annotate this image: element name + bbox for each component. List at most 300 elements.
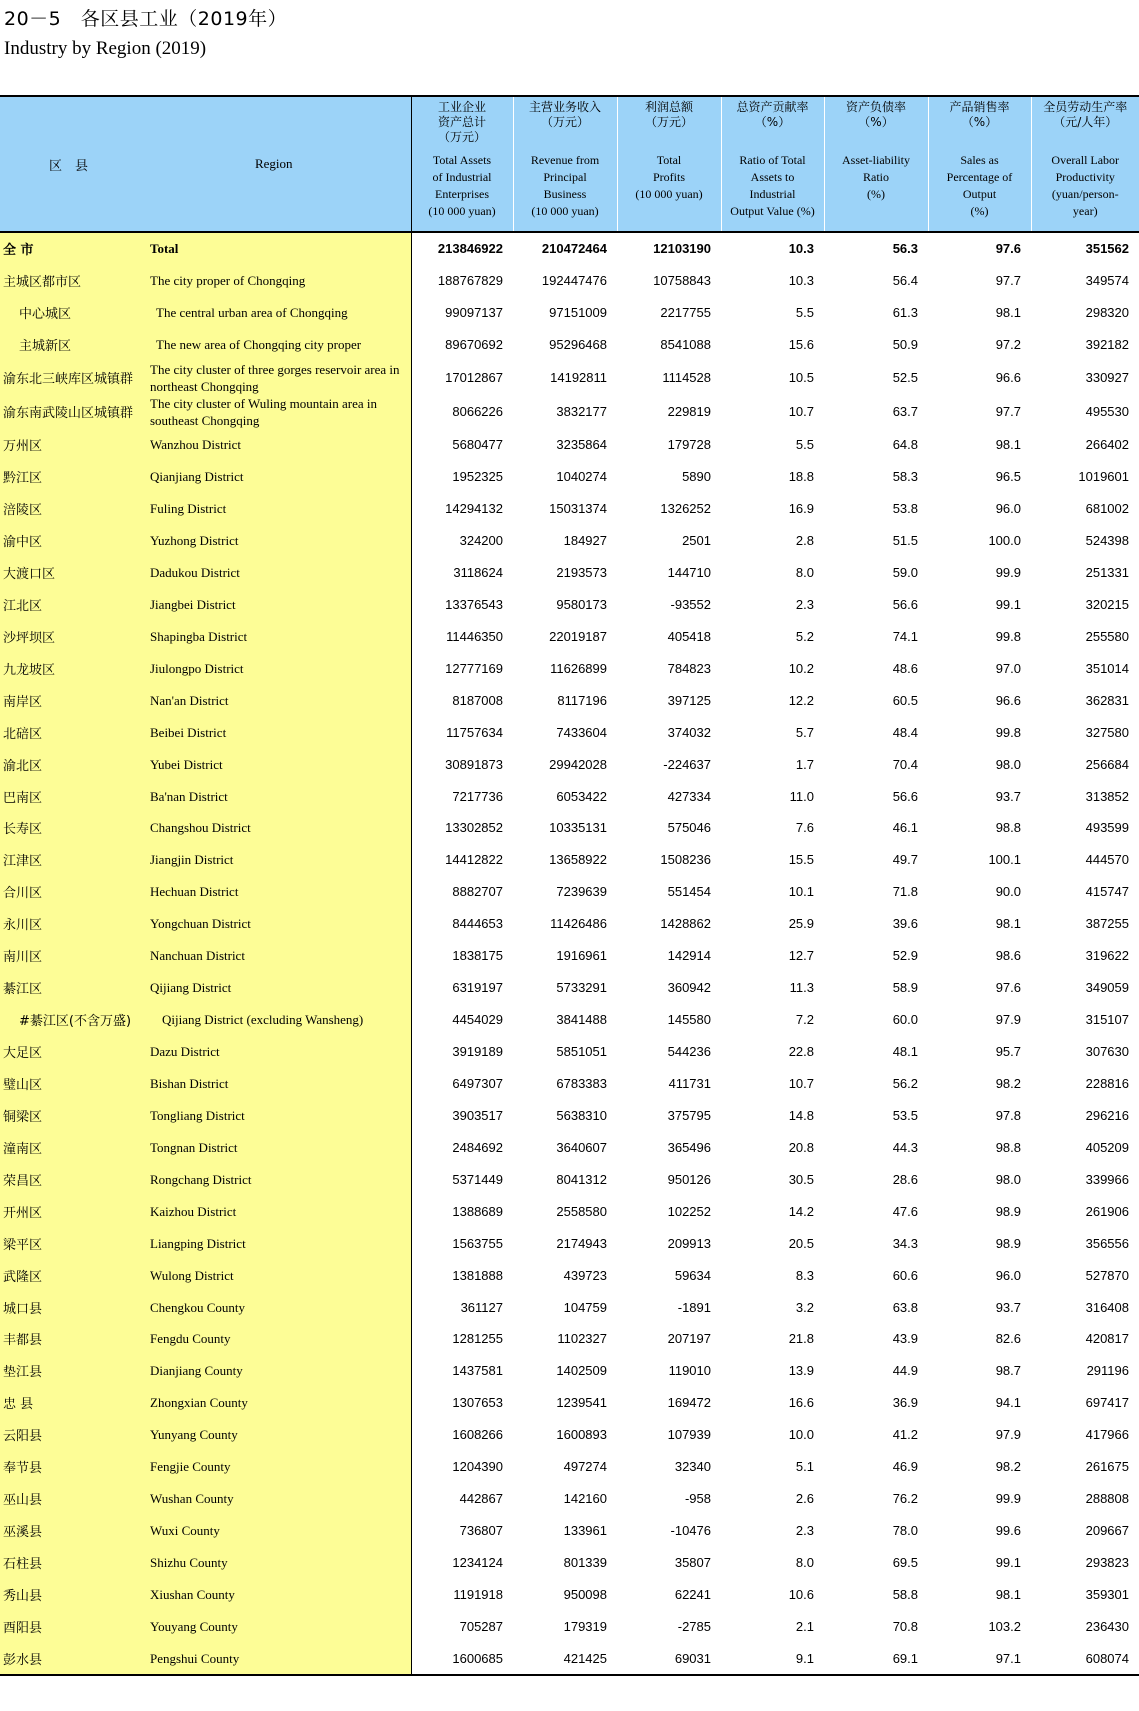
region-name-zh: 巴南区 bbox=[0, 780, 137, 812]
value-cell: 52.5 bbox=[892, 370, 918, 386]
value-cell: 96.5 bbox=[995, 469, 1021, 485]
value-cell: 405418 bbox=[667, 628, 711, 644]
value-cell: 41.2 bbox=[892, 1427, 918, 1443]
value-cell: 10.3 bbox=[788, 273, 814, 289]
table-row bbox=[0, 265, 1139, 297]
table-row bbox=[0, 1163, 1139, 1195]
region-name-en: Tongnan District bbox=[137, 1131, 411, 1163]
value-cell: 1608266 bbox=[452, 1427, 503, 1443]
value-cell: 13658922 bbox=[549, 852, 607, 868]
value-cell: 12.2 bbox=[788, 692, 814, 708]
region-name-zh: 长寿区 bbox=[0, 812, 137, 844]
value-cell: 207197 bbox=[667, 1331, 711, 1347]
value-cell: 950098 bbox=[563, 1586, 607, 1602]
value-cell: 608074 bbox=[1031, 1642, 1139, 1675]
value-cell: 950126 bbox=[667, 1171, 711, 1187]
region-name-zh: 江津区 bbox=[0, 844, 137, 876]
value-cell: 99.6 bbox=[995, 1523, 1021, 1539]
region-name-zh: 渝中区 bbox=[0, 525, 137, 557]
value-cell: 98.8 bbox=[995, 820, 1021, 836]
region-name-en: Qijiang District bbox=[137, 972, 411, 1004]
table-row bbox=[0, 780, 1139, 812]
value-cell: 8882707 bbox=[452, 884, 503, 900]
value-cell: 93.7 bbox=[995, 788, 1021, 804]
header-col-en: Overall Labor Productivity (yuan/person- year) bbox=[1051, 153, 1120, 218]
region-name-en: Fengjie County bbox=[137, 1451, 411, 1483]
value-cell: 5680477 bbox=[452, 437, 503, 453]
value-cell: 58.8 bbox=[892, 1586, 918, 1602]
table-row bbox=[0, 1451, 1139, 1483]
region-name-en: Jiulongpo District bbox=[137, 652, 411, 684]
value-cell: 7.6 bbox=[795, 820, 814, 836]
value-cell: 100.0 bbox=[988, 533, 1021, 549]
value-cell: 11626899 bbox=[550, 660, 607, 676]
table-row bbox=[0, 493, 1139, 525]
value-cell: 46.1 bbox=[892, 820, 918, 836]
value-cell: 48.4 bbox=[892, 724, 918, 740]
region-name-en: Fuling District bbox=[137, 493, 411, 525]
header-col-zh: 工业企业 资产总计 （万元） bbox=[437, 100, 486, 144]
value-cell: 1916961 bbox=[556, 948, 607, 964]
value-cell: 228816 bbox=[1085, 1075, 1129, 1091]
header-col bbox=[824, 96, 928, 232]
region-name-en: Dazu District bbox=[137, 1036, 411, 1068]
value-cell: 5.1 bbox=[795, 1459, 814, 1475]
value-cell: 142914 bbox=[667, 948, 711, 964]
value-cell: 5.7 bbox=[795, 724, 814, 740]
value-cell: 102252 bbox=[667, 1203, 711, 1219]
value-cell: 25.9 bbox=[788, 916, 814, 932]
region-name-en: Nanchuan District bbox=[137, 940, 411, 972]
value-cell: 801339 bbox=[563, 1555, 607, 1571]
table-row bbox=[0, 1483, 1139, 1515]
value-cell: 6783383 bbox=[556, 1075, 607, 1091]
region-name-zh: 城口县 bbox=[0, 1291, 137, 1323]
header-region-en: Region bbox=[137, 96, 411, 232]
value-cell: 427334 bbox=[667, 788, 711, 804]
value-cell: 417966 bbox=[1085, 1427, 1129, 1443]
value-cell: 7.2 bbox=[795, 1012, 814, 1028]
value-cell: 97.7 bbox=[995, 404, 1021, 420]
value-cell: 697417 bbox=[1085, 1395, 1129, 1411]
region-name-en: Shizhu County bbox=[137, 1547, 411, 1579]
region-name-en: Yunyang County bbox=[137, 1419, 411, 1451]
region-name-en: Beibei District bbox=[137, 716, 411, 748]
region-name-zh: 开州区 bbox=[0, 1195, 137, 1227]
value-cell: 575046 bbox=[667, 820, 711, 836]
value-cell: 13302852 bbox=[445, 820, 503, 836]
value-cell: 98.2 bbox=[995, 1459, 1021, 1475]
value-cell: 251331 bbox=[1085, 564, 1129, 580]
value-cell: 97.1 bbox=[928, 1642, 1031, 1675]
value-cell: 5.2 bbox=[795, 628, 814, 644]
value-cell: 145580 bbox=[667, 1012, 711, 1028]
header-col bbox=[721, 96, 824, 232]
value-cell: 98.9 bbox=[995, 1235, 1021, 1251]
table-row bbox=[0, 1036, 1139, 1068]
region-name-en: Changshou District bbox=[137, 812, 411, 844]
header-col bbox=[1031, 96, 1139, 232]
value-cell: 209667 bbox=[1085, 1523, 1129, 1539]
value-cell: 48.1 bbox=[892, 1044, 918, 1060]
value-cell: 71.8 bbox=[892, 884, 918, 900]
table-row bbox=[0, 588, 1139, 620]
value-cell: 3640607 bbox=[556, 1139, 607, 1155]
value-cell: 1428862 bbox=[660, 916, 711, 932]
value-cell: 78.0 bbox=[892, 1523, 918, 1539]
value-cell: 405209 bbox=[1085, 1139, 1129, 1155]
value-cell: 96.6 bbox=[995, 370, 1021, 386]
region-name-en: Ba'nan District bbox=[137, 780, 411, 812]
table-row bbox=[0, 716, 1139, 748]
value-cell: 315107 bbox=[1085, 1012, 1129, 1028]
value-cell: 98.6 bbox=[995, 948, 1021, 964]
table-row bbox=[0, 1004, 1139, 1036]
value-cell: 70.4 bbox=[892, 756, 918, 772]
value-cell: 551454 bbox=[667, 884, 711, 900]
value-cell: 95296468 bbox=[549, 337, 607, 353]
value-cell: 184927 bbox=[563, 533, 607, 549]
value-cell: -1891 bbox=[677, 1299, 711, 1315]
region-name-en: Rongchang District bbox=[137, 1163, 411, 1195]
value-cell: 18.8 bbox=[788, 469, 814, 485]
value-cell: 2.1 bbox=[795, 1618, 814, 1634]
region-name-zh: 荣昌区 bbox=[0, 1163, 137, 1195]
region-name-en: Fengdu County bbox=[137, 1323, 411, 1355]
table-row bbox=[0, 908, 1139, 940]
value-cell: 142160 bbox=[563, 1491, 607, 1507]
header-col-zh: 全员劳动生产率 （元/人年） bbox=[1043, 100, 1128, 129]
value-cell: 59634 bbox=[674, 1267, 711, 1283]
value-cell: 58.9 bbox=[892, 980, 918, 996]
header-col-en: Total Profits (10 000 yuan) bbox=[635, 153, 703, 201]
region-name-en: Yongchuan District bbox=[137, 908, 411, 940]
value-cell: 20.5 bbox=[788, 1235, 814, 1251]
value-cell: 21.8 bbox=[788, 1331, 814, 1347]
value-cell: 12777169 bbox=[445, 660, 503, 676]
value-cell: 213846922 bbox=[437, 241, 503, 257]
value-cell: 2.3 bbox=[795, 596, 814, 612]
table-row bbox=[0, 461, 1139, 493]
value-cell: 1381888 bbox=[452, 1267, 503, 1283]
value-cell: 70.8 bbox=[892, 1618, 918, 1634]
header-col-zh: 利润总额 （万元） bbox=[644, 100, 693, 129]
value-cell: 307630 bbox=[1085, 1044, 1129, 1060]
value-cell: 365496 bbox=[667, 1139, 711, 1155]
value-cell: 1204390 bbox=[452, 1459, 503, 1475]
value-cell: 12103190 bbox=[653, 241, 711, 257]
value-cell: 99.1 bbox=[995, 596, 1021, 612]
value-cell: 63.8 bbox=[892, 1299, 918, 1315]
value-cell: 319622 bbox=[1085, 948, 1129, 964]
region-name-zh: 梁平区 bbox=[0, 1227, 137, 1259]
value-cell: 10.2 bbox=[788, 660, 814, 676]
value-cell: 5851051 bbox=[556, 1044, 607, 1060]
value-cell: 17012867 bbox=[445, 370, 503, 386]
value-cell: 705287 bbox=[459, 1618, 503, 1634]
table-row bbox=[0, 1610, 1139, 1642]
value-cell: 53.8 bbox=[892, 501, 918, 517]
value-cell: 44.9 bbox=[892, 1363, 918, 1379]
value-cell: 349059 bbox=[1085, 980, 1129, 996]
value-cell: 229819 bbox=[667, 404, 711, 420]
value-cell: 236430 bbox=[1085, 1618, 1129, 1634]
value-cell: -224637 bbox=[663, 756, 711, 772]
value-cell: 98.1 bbox=[995, 1586, 1021, 1602]
value-cell: 51.5 bbox=[892, 533, 918, 549]
value-cell: 495530 bbox=[1085, 404, 1129, 420]
value-cell: 179319 bbox=[563, 1618, 607, 1634]
region-name-zh: 彭水县 bbox=[0, 1642, 137, 1675]
value-cell: 10.0 bbox=[788, 1427, 814, 1443]
value-cell: 98.0 bbox=[995, 756, 1021, 772]
value-cell: 11.3 bbox=[789, 980, 814, 996]
value-cell: 359301 bbox=[1085, 1586, 1129, 1602]
region-name-zh: 潼南区 bbox=[0, 1131, 137, 1163]
table-row bbox=[0, 1195, 1139, 1227]
region-name-zh: 大足区 bbox=[0, 1036, 137, 1068]
value-cell: 1239541 bbox=[556, 1395, 607, 1411]
table-row bbox=[0, 429, 1139, 461]
table-row bbox=[0, 1323, 1139, 1355]
table-row bbox=[0, 395, 1139, 429]
value-cell: 97.9 bbox=[995, 1427, 1021, 1443]
value-cell: 8444653 bbox=[452, 916, 503, 932]
value-cell: 324200 bbox=[459, 533, 503, 549]
table-row bbox=[0, 1068, 1139, 1100]
region-name-en: Jiangjin District bbox=[137, 844, 411, 876]
value-cell: 784823 bbox=[667, 660, 711, 676]
value-cell: 4454029 bbox=[452, 1012, 503, 1028]
table-row bbox=[0, 1642, 1139, 1675]
value-cell: 266402 bbox=[1085, 437, 1129, 453]
value-cell: 361127 bbox=[460, 1299, 503, 1315]
region-name-zh: 奉节县 bbox=[0, 1451, 137, 1483]
region-name-zh: 南川区 bbox=[0, 940, 137, 972]
value-cell: -93552 bbox=[670, 596, 711, 612]
region-name-en: The city proper of Chongqing bbox=[137, 265, 411, 297]
region-name-en: Yuzhong District bbox=[137, 525, 411, 557]
value-cell: 44.3 bbox=[892, 1139, 918, 1155]
industry-table bbox=[0, 95, 1139, 1676]
region-name-zh: 九龙坡区 bbox=[0, 652, 137, 684]
table-row bbox=[0, 329, 1139, 361]
value-cell: 15031374 bbox=[549, 501, 607, 517]
value-cell: 209913 bbox=[667, 1235, 711, 1251]
region-name-en: Total bbox=[137, 232, 411, 265]
region-name-zh: 永川区 bbox=[0, 908, 137, 940]
value-cell: 192447476 bbox=[541, 273, 607, 289]
value-cell: 11.0 bbox=[789, 788, 814, 804]
value-cell: 35807 bbox=[674, 1555, 711, 1571]
value-cell: 7239639 bbox=[556, 884, 607, 900]
value-cell: 298320 bbox=[1085, 305, 1129, 321]
table-row bbox=[0, 876, 1139, 908]
value-cell: 14.2 bbox=[788, 1203, 814, 1219]
value-cell: 103.2 bbox=[988, 1618, 1021, 1634]
value-cell: 1437581 bbox=[452, 1363, 503, 1379]
value-cell: 36.9 bbox=[892, 1395, 918, 1411]
region-name-zh: 铜梁区 bbox=[0, 1099, 137, 1131]
region-name-en: The city cluster of Wuling mountain area in southeast Chongqing bbox=[137, 395, 411, 429]
value-cell: 52.9 bbox=[892, 948, 918, 964]
table-body bbox=[0, 232, 1139, 1675]
value-cell: 107939 bbox=[667, 1427, 711, 1443]
value-cell: 1388689 bbox=[452, 1203, 503, 1219]
value-cell: 63.7 bbox=[892, 404, 918, 420]
value-cell: 16.6 bbox=[788, 1395, 814, 1411]
table-row bbox=[0, 1259, 1139, 1291]
value-cell: 255580 bbox=[1085, 628, 1129, 644]
value-cell: 60.6 bbox=[892, 1267, 918, 1283]
value-cell: 330927 bbox=[1085, 370, 1129, 386]
value-cell: 76.2 bbox=[892, 1491, 918, 1507]
region-name-en: Jiangbei District bbox=[137, 588, 411, 620]
header-col bbox=[617, 96, 721, 232]
value-cell: 98.1 bbox=[995, 916, 1021, 932]
value-cell: 1402509 bbox=[556, 1363, 607, 1379]
value-cell: 1952325 bbox=[452, 469, 503, 485]
value-cell: 3235864 bbox=[556, 437, 607, 453]
value-cell: 39.6 bbox=[892, 916, 918, 932]
region-name-zh: 全 市 bbox=[0, 232, 137, 265]
value-cell: 69031 bbox=[617, 1642, 721, 1675]
value-cell: 97151009 bbox=[549, 305, 607, 321]
region-name-zh: 北碚区 bbox=[0, 716, 137, 748]
table-row bbox=[0, 652, 1139, 684]
region-name-zh: 巫山县 bbox=[0, 1483, 137, 1515]
header-col-zh: 资产负债率 （%） bbox=[845, 100, 906, 129]
region-name-zh: 武隆区 bbox=[0, 1259, 137, 1291]
value-cell: 8541088 bbox=[660, 337, 711, 353]
value-cell: 97.7 bbox=[995, 273, 1021, 289]
region-name-zh: 万州区 bbox=[0, 429, 137, 461]
header-col bbox=[411, 96, 513, 232]
value-cell: 2501 bbox=[682, 533, 711, 549]
value-cell: 1508236 bbox=[660, 852, 711, 868]
value-cell: 2217755 bbox=[660, 305, 711, 321]
table-row bbox=[0, 1355, 1139, 1387]
value-cell: 95.7 bbox=[995, 1044, 1021, 1060]
value-cell: 736807 bbox=[459, 1523, 503, 1539]
value-cell: 1114528 bbox=[662, 370, 711, 386]
value-cell: 14.8 bbox=[788, 1107, 814, 1123]
table-row bbox=[0, 684, 1139, 716]
value-cell: 439723 bbox=[563, 1267, 607, 1283]
value-cell: 98.8 bbox=[995, 1139, 1021, 1155]
value-cell: 100.1 bbox=[988, 852, 1021, 868]
page-title-zh: 20－5 各区县工业（2019年） bbox=[4, 8, 288, 30]
region-name-en: Qijiang District (excluding Wansheng) bbox=[137, 1004, 411, 1036]
value-cell: 497274 bbox=[563, 1459, 607, 1475]
region-name-zh: 渝东北三峡库区城镇群 bbox=[0, 361, 137, 395]
value-cell: 97.0 bbox=[995, 660, 1021, 676]
table-header-row bbox=[0, 96, 1139, 232]
value-cell: 261906 bbox=[1085, 1203, 1129, 1219]
value-cell: 3903517 bbox=[452, 1107, 503, 1123]
table-row bbox=[0, 297, 1139, 329]
value-cell: 3919189 bbox=[452, 1044, 503, 1060]
value-cell: 10.5 bbox=[788, 370, 814, 386]
value-cell: 12.7 bbox=[788, 948, 814, 964]
value-cell: 46.9 bbox=[892, 1459, 918, 1475]
value-cell: 13376543 bbox=[445, 596, 503, 612]
value-cell: 56.2 bbox=[892, 1075, 918, 1091]
value-cell: 2174943 bbox=[556, 1235, 607, 1251]
value-cell: 5371449 bbox=[452, 1171, 503, 1187]
value-cell: 5638310 bbox=[556, 1107, 607, 1123]
value-cell: 1307653 bbox=[452, 1395, 503, 1411]
value-cell: 29942028 bbox=[549, 756, 607, 772]
region-name-en: Qianjiang District bbox=[137, 461, 411, 493]
value-cell: 15.5 bbox=[788, 852, 814, 868]
value-cell: 374032 bbox=[667, 724, 711, 740]
region-name-en: Bishan District bbox=[137, 1068, 411, 1100]
region-name-en: Wushan County bbox=[137, 1483, 411, 1515]
value-cell: 10.7 bbox=[788, 404, 814, 420]
value-cell: 49.7 bbox=[892, 852, 918, 868]
region-name-en: Wulong District bbox=[137, 1259, 411, 1291]
value-cell: 544236 bbox=[667, 1044, 711, 1060]
value-cell: 13.9 bbox=[788, 1363, 814, 1379]
value-cell: 313852 bbox=[1085, 788, 1129, 804]
value-cell: 32340 bbox=[674, 1459, 711, 1475]
region-name-en: Dadukou District bbox=[137, 557, 411, 589]
value-cell: 210472464 bbox=[541, 241, 607, 257]
value-cell: 356556 bbox=[1085, 1235, 1129, 1251]
value-cell: 30891873 bbox=[445, 756, 503, 772]
value-cell: 34.3 bbox=[892, 1235, 918, 1251]
value-cell: 10.1 bbox=[788, 884, 814, 900]
value-cell: 2193573 bbox=[556, 564, 607, 580]
value-cell: 56.4 bbox=[892, 273, 918, 289]
value-cell: 99.1 bbox=[995, 1555, 1021, 1571]
value-cell: 256684 bbox=[1085, 756, 1129, 772]
value-cell: 1234124 bbox=[452, 1555, 503, 1571]
value-cell: 7433604 bbox=[556, 724, 607, 740]
value-cell: 99.8 bbox=[995, 628, 1021, 644]
value-cell: 144710 bbox=[667, 564, 711, 580]
value-cell: 98.7 bbox=[995, 1363, 1021, 1379]
value-cell: 11446350 bbox=[446, 628, 503, 644]
value-cell: 96.0 bbox=[995, 1267, 1021, 1283]
region-name-en: The city cluster of three gorges reservoir area in northeast Chongqing bbox=[137, 361, 411, 395]
table-row bbox=[0, 1227, 1139, 1259]
value-cell: 98.1 bbox=[995, 437, 1021, 453]
value-cell: 47.6 bbox=[892, 1203, 918, 1219]
value-cell: 360942 bbox=[667, 980, 711, 996]
value-cell: 327580 bbox=[1085, 724, 1129, 740]
value-cell: 56.6 bbox=[892, 788, 918, 804]
region-name-zh: 巫溪县 bbox=[0, 1515, 137, 1547]
value-cell: 1019601 bbox=[1078, 469, 1129, 485]
value-cell: 97.9 bbox=[995, 1012, 1021, 1028]
region-name-en: Kaizhou District bbox=[137, 1195, 411, 1227]
header-region-zh: 区 县 bbox=[0, 96, 137, 232]
value-cell: 1563755 bbox=[452, 1235, 503, 1251]
value-cell: 22.8 bbox=[788, 1044, 814, 1060]
value-cell: 43.9 bbox=[892, 1331, 918, 1347]
region-name-en: Hechuan District bbox=[137, 876, 411, 908]
value-cell: 8066226 bbox=[452, 404, 503, 420]
value-cell: 316408 bbox=[1085, 1299, 1129, 1315]
header-col-en: Asset-liability Ratio (%) bbox=[842, 153, 910, 201]
page-title-en: Industry by Region (2019) bbox=[4, 38, 207, 59]
region-name-en: The new area of Chongqing city proper bbox=[137, 329, 411, 361]
region-name-en: Dianjiang County bbox=[137, 1355, 411, 1387]
value-cell: 11426486 bbox=[550, 916, 607, 932]
value-cell: 375795 bbox=[667, 1107, 711, 1123]
